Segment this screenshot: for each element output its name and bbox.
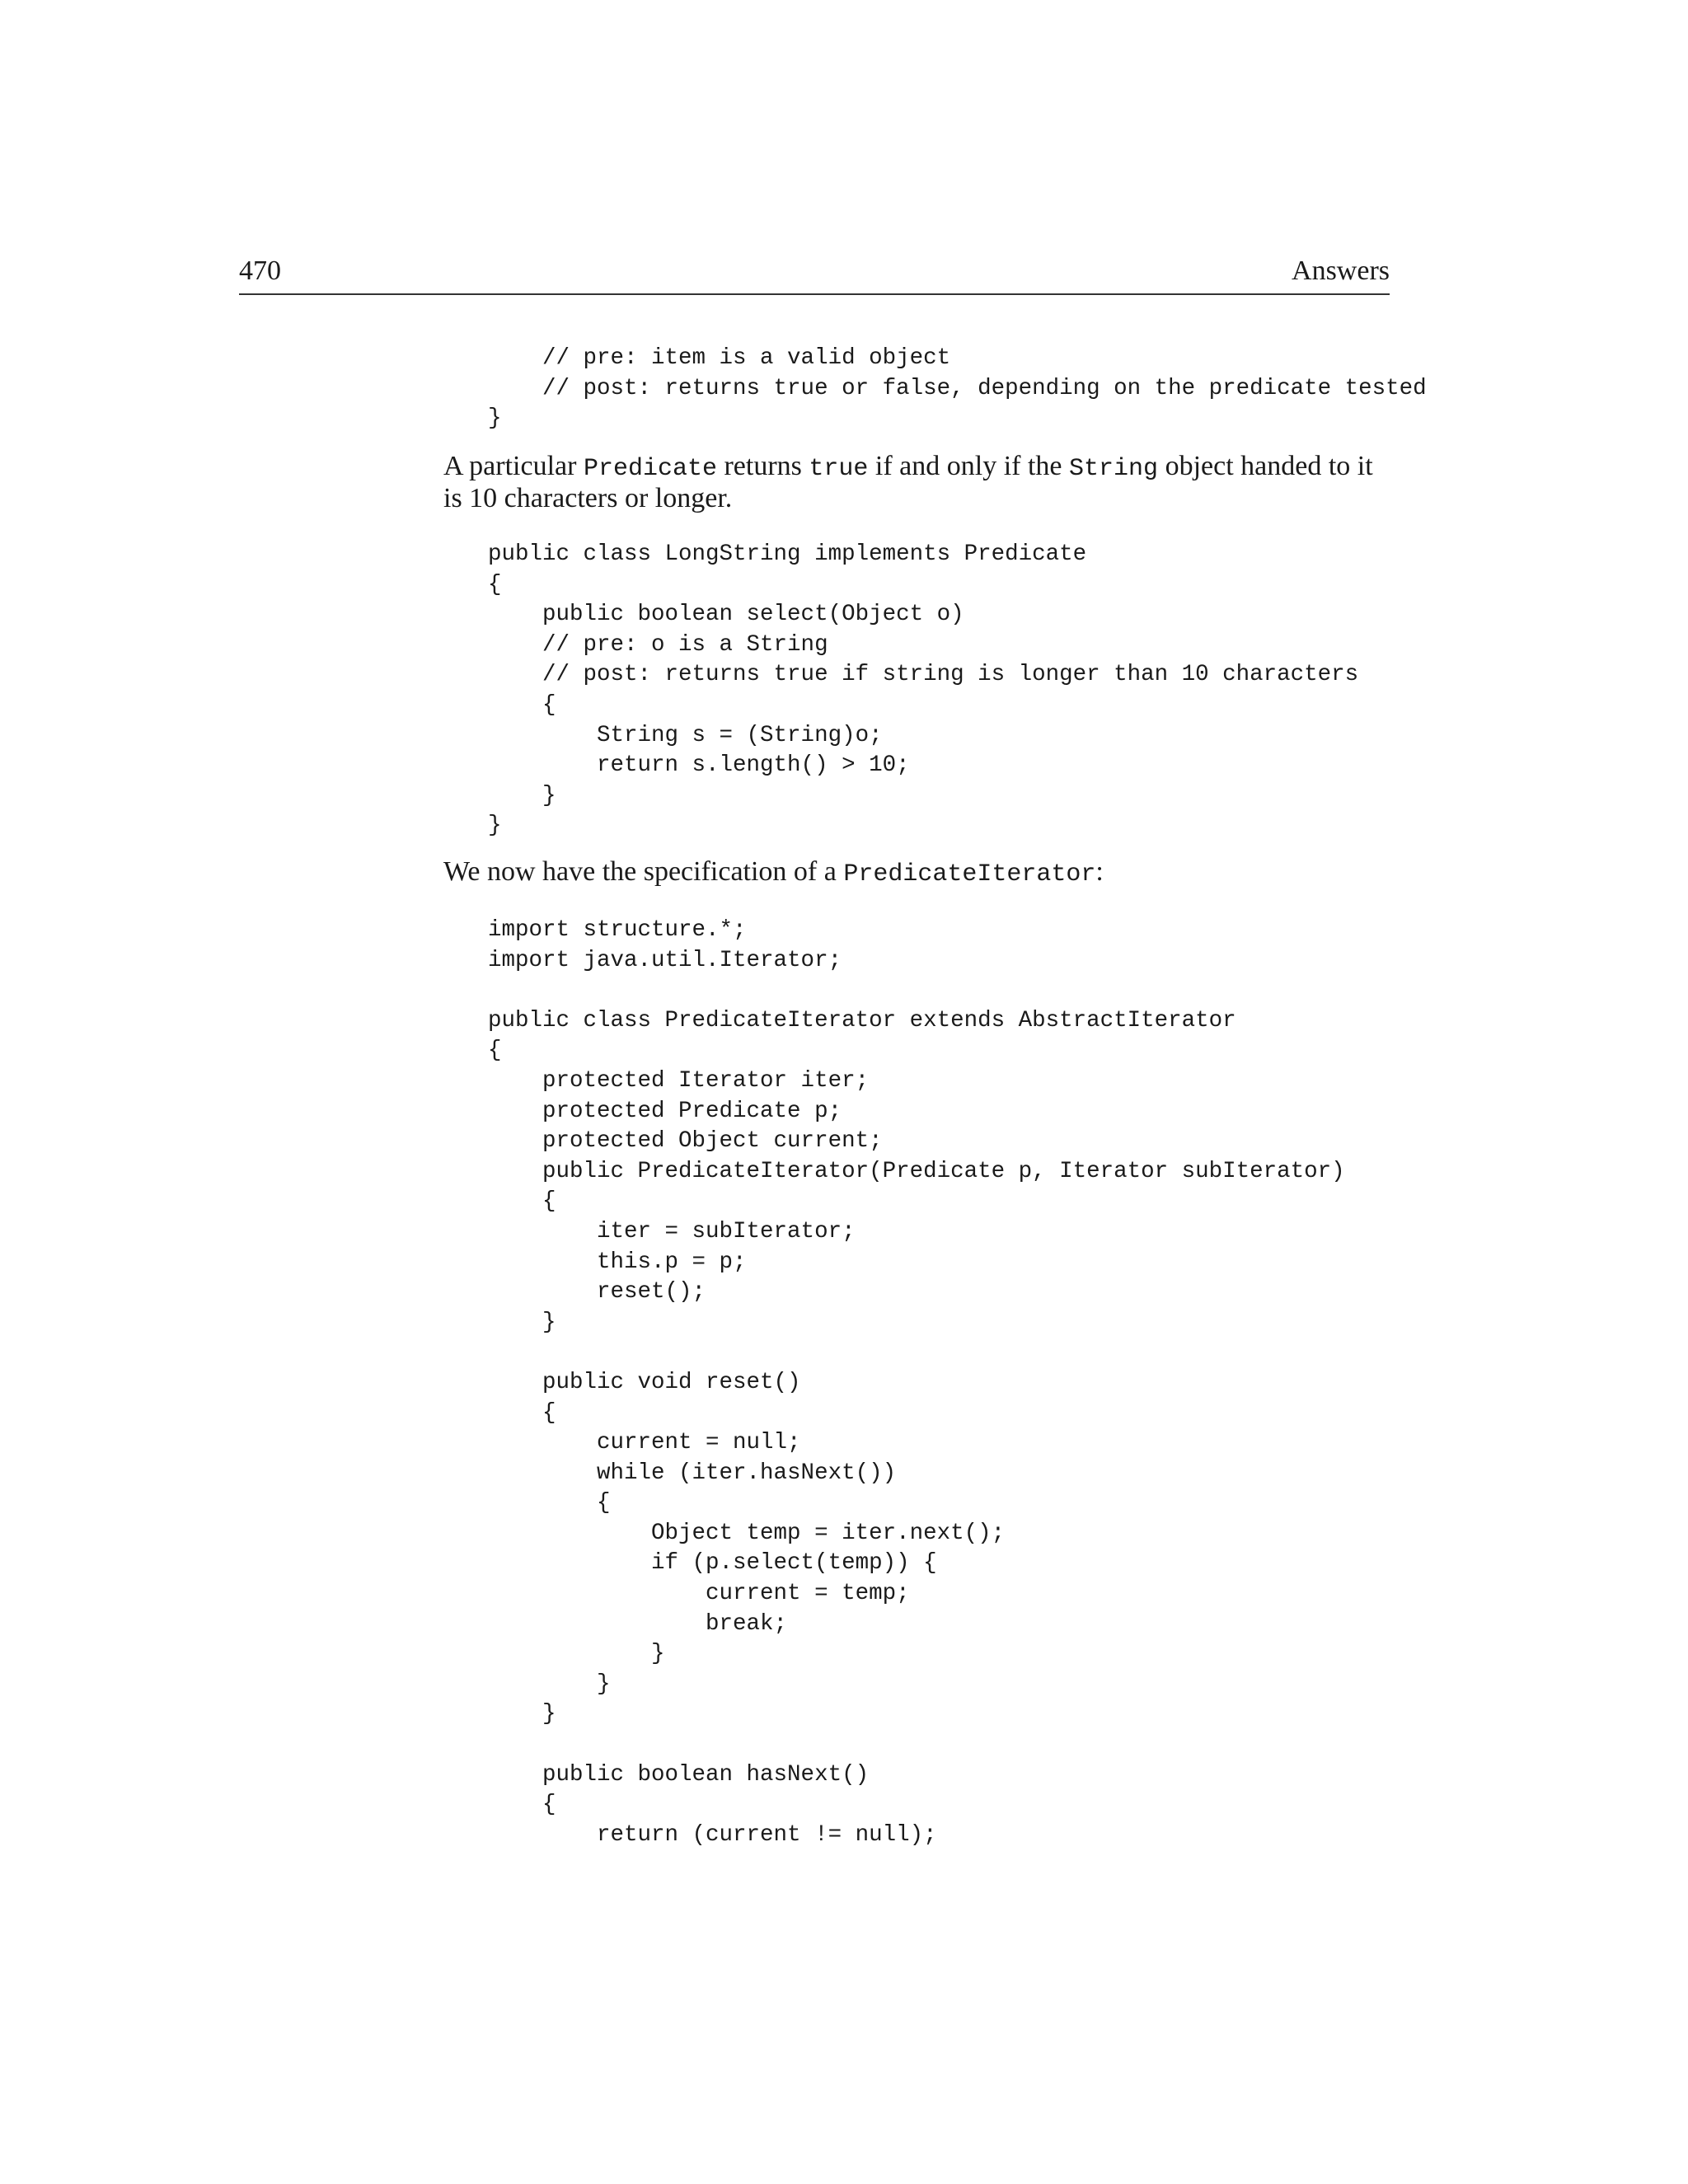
code-line: return (current != null); [488,1821,937,1848]
code-line: while (iter.hasNext()) [488,1460,897,1486]
inline-code-predicate: Predicate [583,455,717,483]
code-line: { [488,1038,502,1064]
code-line: protected Iterator iter; [488,1067,870,1094]
code-line: } [488,1701,556,1727]
code-line: if (p.select(temp)) { [488,1550,937,1577]
code-line [488,1338,1345,1368]
code-line: current = null; [488,1430,801,1456]
code-line: { [488,1188,556,1215]
code-block-longstring-class [488,540,1358,841]
text-segment: A particular [443,451,584,481]
code-line: } [488,1671,611,1697]
code-line: } [488,813,502,839]
code-line: // post: returns true or false, depending on the predicate tested [488,375,1427,401]
code-line: public class LongString implements Predicate [488,541,1087,567]
paragraph-predicate-iterator-intro [443,857,1391,889]
page-number: 470 [239,255,281,286]
code-line: { [488,691,556,718]
code-line: reset(); [488,1279,706,1305]
code-line: } [488,405,502,432]
code-line: // post: returns true if string is longer than 10 characters [488,662,1359,688]
code-line: protected Object current; [488,1128,883,1155]
code-line: public void reset() [488,1369,801,1395]
code-line: protected Predicate p; [488,1098,842,1124]
code-line: String s = (String)o; [488,722,883,748]
text-segment: object handed to it is 10 characters or longer. [443,451,1373,513]
code-line: public boolean hasNext() [488,1761,870,1788]
code-line: // pre: item is a valid object [488,345,951,371]
code-line: break; [488,1610,788,1637]
code-line: public PredicateIterator(Predicate p, Iterator subIterator) [488,1158,1345,1184]
paragraph-predicate-description [443,452,1391,513]
running-header [239,252,1390,295]
text-segment: if and only if the [868,451,1070,481]
code-line: { [488,571,502,598]
code-line: } [488,1309,556,1335]
code-line: iter = subIterator; [488,1218,856,1244]
inline-code-predicate-iterator: PredicateIterator [843,860,1096,888]
code-line: // pre: o is a String [488,631,828,658]
inline-code-string: String [1069,455,1159,483]
code-line [488,976,1345,1006]
inline-code-true: true [809,455,869,483]
text-segment: We now have the specification of a [443,856,844,887]
code-line: this.p = p; [488,1249,747,1275]
code-line: return s.length() > 10; [488,752,910,779]
code-line: current = temp; [488,1581,910,1607]
code-line: import java.util.Iterator; [488,947,842,973]
code-line: } [488,782,556,808]
code-line: Object temp = iter.next(); [488,1520,1006,1546]
code-line: { [488,1792,556,1818]
running-head: Answers [1292,255,1390,286]
code-block-predicate-iterator-class [488,916,1345,1850]
text-segment: : [1095,856,1104,887]
code-block-precondition-comment [488,344,1427,434]
text-segment: returns [716,451,809,481]
code-line [488,1730,1345,1760]
code-line: { [488,1490,611,1516]
code-line: { [488,1399,556,1426]
code-line: } [488,1641,665,1667]
code-line: public class PredicateIterator extends AbstractIterator [488,1007,1236,1033]
code-line: import structure.*; [488,917,747,943]
code-line: public boolean select(Object o) [488,602,964,628]
